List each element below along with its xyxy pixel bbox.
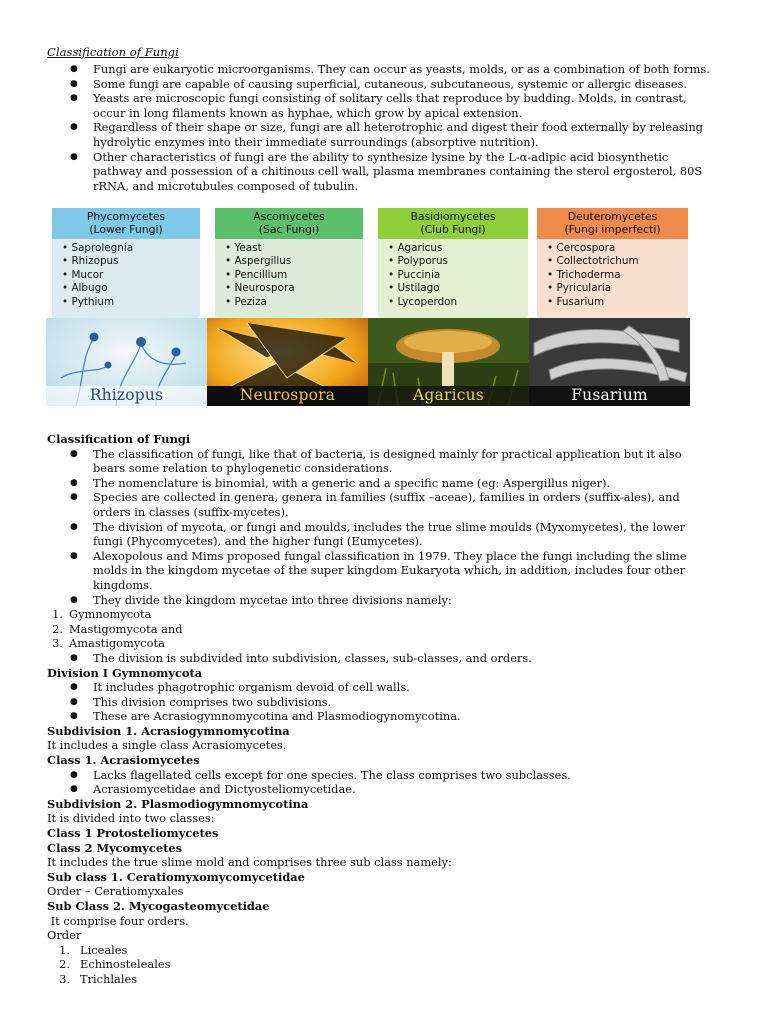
division-bullet-list (47, 680, 717, 724)
group-item: • Yeast (225, 242, 363, 255)
photo-caption: Rhizopus (89, 386, 164, 404)
group-item: • Rhizopus (62, 255, 200, 268)
fungi-classification-figure (46, 206, 691, 406)
list-item: ● It includes phagotrophic organism devoid of cell walls. (70, 680, 410, 695)
class-heading: Class 2 Mycomycetes (47, 840, 182, 855)
bullet-icon: ● (70, 78, 78, 89)
fusarium-photo (529, 318, 690, 406)
group-item: • Lycoperdon (388, 296, 528, 309)
paragraph: It comprise four orders. (47, 913, 189, 928)
group-subtitle: (Fungi imperfecti) (564, 223, 661, 236)
bullet-icon: ● (70, 477, 78, 488)
group-card-basidiomycetes (378, 208, 528, 318)
bullet-icon: ● (70, 652, 78, 663)
group-card-deuteromycetes (537, 208, 688, 318)
list-item: 3. Amastigomycota (52, 636, 165, 651)
list-item: ● This division comprises two subdivisions. (70, 694, 332, 709)
group-item-list (52, 239, 200, 309)
rhizopus-photo (46, 318, 207, 406)
group-item: • Neurospora (225, 282, 363, 295)
bullet-icon: ● (70, 492, 78, 503)
group-item-list (215, 239, 363, 309)
group-card-header (52, 208, 200, 239)
group-item: • Polyporus (388, 255, 528, 268)
group-item: • Aspergillus (225, 255, 363, 268)
agaricus-photo (368, 318, 529, 406)
division-heading: Division I Gymnomycota (47, 665, 203, 680)
bullet-icon: ● (70, 769, 78, 780)
list-item: ● The division is subdivided into subdivision, classes, sub-classes, and orders. (70, 650, 532, 665)
page-title: Classification of Fungi (47, 45, 179, 59)
subclass-heading: Sub class 1. Ceratiomyxomycomycetidae (47, 869, 305, 884)
list-item: ● Lacks flagellated cells except for one species. The class comprises two subclasses. (70, 767, 571, 782)
list-item: ● Other characteristics of fungi are the ability to synthesize lysine by the L-α-adipic acid biosynthetic pathway and possession of a chitinous cell wall, plasma membranes containing the sterol ergosterol, 80S rRNA, and microtubules composed of tubulin. (70, 149, 703, 193)
photo-caption: Neurospora (239, 386, 336, 404)
order-label: Order (47, 928, 82, 943)
list-item: 2. Echinosteleales (59, 957, 171, 972)
class-heading: Class 1 Protosteliomycetes (47, 826, 219, 841)
group-item: • Cercospora (547, 242, 688, 255)
list-item: ● Species are collected in genera, genera in families (suffix –aceae), families in orders (suffix-ales), and orders in classes (suffix-mycetes). (70, 490, 680, 519)
bullet-icon: ● (70, 151, 78, 162)
group-subtitle: (Sac Fungi) (258, 223, 320, 236)
group-name: Basidiomycetes (410, 210, 496, 223)
group-item-list (378, 239, 528, 309)
group-card-phycomycetes (52, 208, 200, 318)
group-item: • Albugo (62, 282, 200, 295)
list-item: ● They divide the kingdom mycetae into three divisions namely: (70, 592, 452, 607)
photo-caption: Agaricus (413, 386, 484, 404)
class-heading: Class 1. Acrasiomycetes (47, 753, 200, 768)
list-item: ● Regardless of their shape or size, fungi are all heterotrophic and digest their food externally by releasing hydrolytic enzymes into their immediate surroundings (absorptive nutrition). (70, 120, 703, 149)
group-item: • Agaricus (388, 242, 528, 255)
bullet-icon: ● (70, 784, 78, 795)
group-item-list (537, 239, 688, 309)
list-item: ● The division of mycota, or fungi and moulds, includes the true slime moulds (Myxomycetes), the lower fungi (Phycomycetes), and the higher fungi (Eumycetes). (70, 519, 686, 549)
neurospora-photo (207, 318, 368, 406)
list-item: 2. Mastigomycota and (52, 621, 183, 636)
list-item: ● Yeasts are microscopic fungi consisting of solitary cells that reproduce by budding. Molds, in contrast, occur in long filaments known as hyphae, which grow by apical extension. (70, 91, 687, 120)
group-name: Deuteromycetes (567, 210, 658, 223)
group-card-ascomycetes (215, 208, 363, 318)
bullet-icon: ● (70, 122, 78, 133)
group-item: • Saprolegnia (62, 242, 200, 255)
bullet-list (47, 651, 717, 666)
group-name: Phycomycetes (86, 210, 166, 223)
paragraph: It includes the true slime mold and comprises three sub class namely: (47, 855, 452, 870)
class-bullet-list (47, 768, 717, 797)
list-item: ● Some fungi are capable of causing superficial, cutaneous, subcutaneous, systemic or allergic diseases. (70, 76, 688, 91)
group-item: • Peziza (225, 296, 363, 309)
paragraph: It is divided into two classes: (47, 811, 215, 826)
list-item: ● Alexopolous and Mims proposed fungal classification in 1979. They place the fungi including the slime molds in the kingdom mycetae of the super kingdom Eukaryota which, in addition, includes four other kingdoms. (70, 548, 687, 592)
subclass-heading: Sub Class 2. Mycogasteomycetidae (47, 899, 270, 913)
list-item: ● The classification of fungi, like that of bacteria, is designed mainly for practical application but it also bears some relation to phylogenetic considerations. (70, 446, 682, 476)
list-item: ● These are Acrasiogymnomycotina and Plasmodiogynomycotina. (70, 709, 461, 724)
divisions-numbered-list (47, 607, 717, 651)
group-subtitle: (Lower Fungi) (89, 223, 163, 236)
group-card-header (378, 208, 528, 239)
group-card-header (537, 208, 688, 239)
group-item: • Ustilago (388, 282, 528, 295)
bullet-icon: ● (70, 682, 78, 693)
group-item: • Puccinia (388, 269, 528, 282)
bullet-icon: ● (70, 521, 78, 532)
group-card-header (215, 208, 363, 239)
section-heading: Classification of Fungi (47, 432, 191, 446)
intro-bullet-list (47, 62, 717, 193)
group-item: • Fusarium (547, 296, 688, 309)
orders-numbered-list (47, 943, 717, 987)
group-item: • Pyricularia (547, 282, 688, 295)
fungi-photo-strip (46, 318, 691, 406)
group-subtitle: (Club Fungi) (420, 223, 486, 236)
group-item: • Pencillium (225, 269, 363, 282)
list-item: ● The nomenclature is binomial, with a generic and a specific name (eg: Aspergillus niger). (70, 475, 611, 490)
list-item: 1. Gymnomycota (52, 607, 152, 622)
list-item: 3. Trichlales (59, 971, 138, 986)
paragraph: Order – Ceratiomyxales (47, 884, 184, 899)
paragraph: It includes a single class Acrasiomycetes. (47, 738, 287, 753)
group-item: • Trichoderma (547, 269, 688, 282)
group-item: • Collectotrichum (547, 255, 688, 268)
classification-section (47, 432, 717, 987)
classification-bullet-list (47, 447, 717, 608)
list-item: ● Fungi are eukaryotic microorganisms. They can occur as yeasts, molds, or as a combination of both forms. (70, 62, 710, 76)
subdivision-heading: Subdivision 1. Acrasiogymnomycotina (47, 723, 290, 738)
list-item: ● Acrasiomycetidae and Dictyosteliomycetidae. (70, 782, 356, 797)
bullet-icon: ● (70, 711, 78, 722)
group-item: • Mucor (62, 269, 200, 282)
bullet-icon: ● (70, 696, 78, 707)
bullet-icon: ● (70, 550, 78, 561)
subdivision-heading: Subdivision 2. Plasmodiogymnomycotina (47, 796, 309, 811)
list-item: 1. Liceales (59, 942, 128, 957)
photo-caption: Fusarium (571, 386, 648, 404)
bullet-icon: ● (70, 448, 78, 459)
bullet-icon: ● (70, 594, 78, 605)
bullet-icon: ● (70, 93, 78, 104)
bullet-icon: ● (70, 64, 78, 74)
group-item: • Pythium (62, 296, 200, 309)
group-name: Ascomycetes (253, 210, 325, 223)
